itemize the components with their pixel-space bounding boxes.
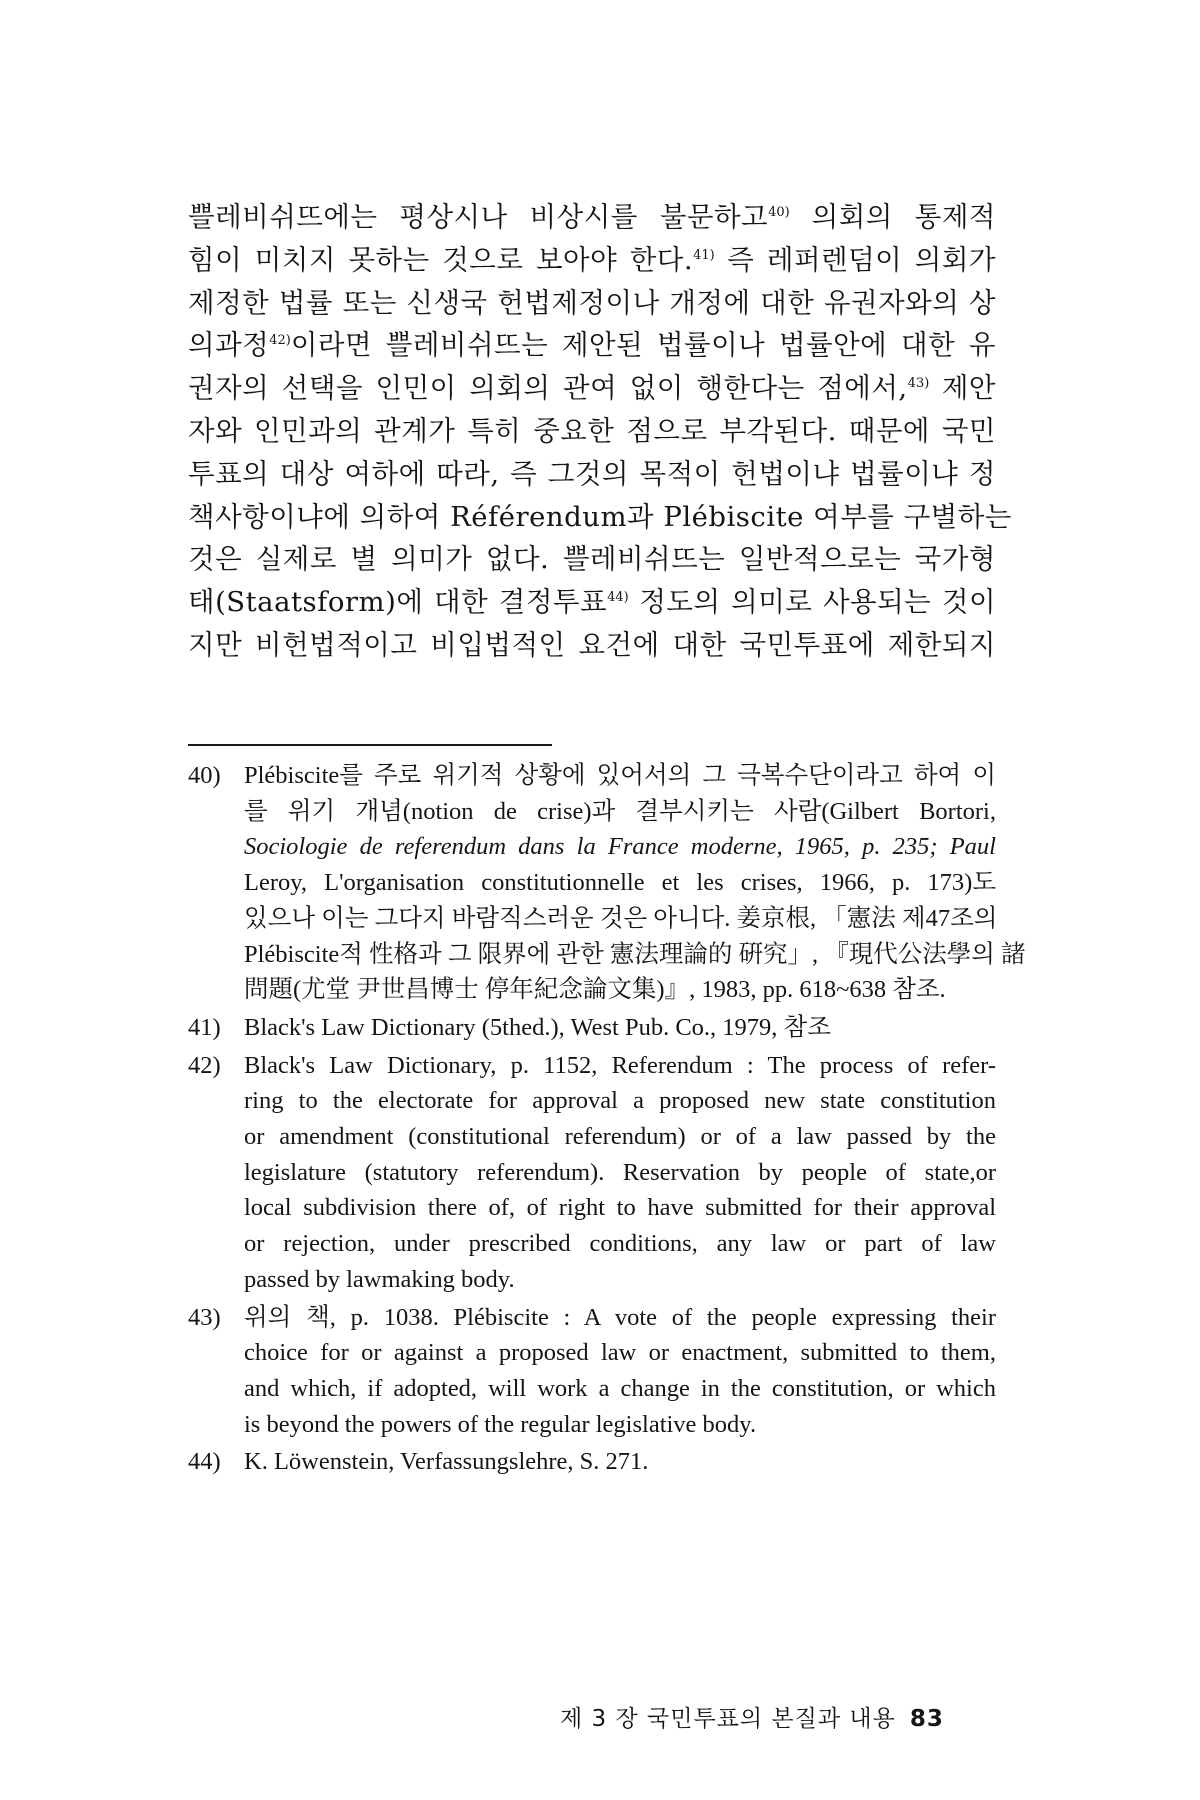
page-footer <box>560 1700 944 1733</box>
footnote-line: Black's Law Dictionary (5thed.), West Pub. Co., 1979, 참조 <box>244 1013 831 1041</box>
footnote-line: K. Löwenstein, Verfassungslehre, S. 271. <box>244 1448 649 1476</box>
footnote-line: Leroy, L'organisation constitutionnelle et les crises, 1966, p. 173)도 <box>244 869 996 897</box>
footnote-line: Plébiscite적 性格과 그 限界에 관한 憲法理論的 硏究」, 『現代公法學의 諸 <box>244 940 1026 968</box>
body-text-segment: 제안 <box>929 372 996 405</box>
footnote-44 <box>188 1444 996 1480</box>
body-text-segment: 힘이 미치지 못하는 것으로 보아야 한다. <box>188 243 694 276</box>
body-line-9 <box>188 538 996 581</box>
footnote-line: Sociologie de referendum dans la France moderne, 1965, p. 235; Paul <box>244 833 996 861</box>
footnote-line: passed by lawmaking body. <box>244 1265 515 1293</box>
footnote-number: 40) <box>188 762 221 789</box>
body-text-segment: 정도의 의미로 사용되는 것이 <box>628 586 997 619</box>
footnote-40 <box>188 758 1026 1008</box>
body-line-10 <box>188 581 996 624</box>
body-line-6 <box>188 410 996 453</box>
footnote-line: or amendment (constitutional referendum) or of a law passed by the <box>244 1123 996 1151</box>
footnotes <box>188 758 1026 1482</box>
body-text-segment: 쁠레비쉬뜨에는 평상시나 비상시를 불문하고 <box>188 201 769 233</box>
main-paragraph <box>188 196 1012 667</box>
footnote-line: Plébiscite를 주로 위기적 상황에 있어서의 그 극복수단이라고 하여 이 <box>244 762 996 789</box>
body-line-1 <box>188 196 996 239</box>
body-text-segment: 의과정 <box>188 329 270 362</box>
chapter-title: 제 3 장 국민투표의 본질과 내용 <box>560 1706 896 1732</box>
footnote-line: legislature (statutory referendum). Reservation by people of state,or <box>244 1158 996 1186</box>
footnote-ref-42: 42) <box>269 333 291 349</box>
body-line-7 <box>188 453 996 496</box>
footnote-line: local subdivision there of, of right to have submitted for their approval <box>244 1194 996 1222</box>
body-line-3 <box>188 282 996 325</box>
body-text-segment: 것은 실제로 별 의미가 없다. 쁠레비쉬뜨는 일반적으로는 국가형 <box>188 543 996 576</box>
body-text-segment: 태(Staatsform)에 대한 결정투표 <box>188 586 608 619</box>
body-text-segment: 투표의 대상 여하에 따라, 즉 그것의 목적이 헌법이냐 법률이냐 정 <box>188 457 996 490</box>
body-text-segment: 제정한 법률 또는 신생국 헌법제정이나 개정에 대한 유권자와의 상 <box>188 286 996 319</box>
body-line-11 <box>188 624 996 667</box>
body-line-4 <box>188 324 996 367</box>
body-text-segment: 자와 인민과의 관계가 특히 중요한 점으로 부각된다. 때문에 국민 <box>188 414 996 447</box>
footnote-line: 있으나 이는 그다지 바람직스러운 것은 아니다. 姜京根, 「憲法 제47조의 <box>244 904 998 932</box>
footnote-41 <box>188 1010 996 1046</box>
footnote-ref-40: 40) <box>768 204 790 220</box>
footnote-line: and which, if adopted, will work a change in the constitution, or which <box>244 1374 996 1402</box>
body-text-segment: 책사항이냐에 의하여 Référendum과 Plébiscite 여부를 구별하는 <box>188 500 1012 533</box>
footnote-line: Black's Law Dictionary, p. 1152, Referendum : The process of refer- <box>244 1051 996 1079</box>
footnote-line: ring to the electorate for approval a proposed new state constitution <box>244 1087 996 1115</box>
footnote-line: or rejection, under prescribed conditions, any law or part of law <box>244 1230 996 1258</box>
footnote-ref-44: 44) <box>607 590 629 606</box>
page-number: 83 <box>909 1706 944 1732</box>
footnote-number: 41) <box>188 1013 221 1041</box>
body-text-segment: 권자의 선택을 인민이 의회의 관여 없이 행한다는 점에서, <box>188 372 908 405</box>
footnote-42 <box>188 1048 996 1298</box>
footnote-ref-41: 41) <box>693 247 715 263</box>
footnote-number: 43) <box>188 1303 221 1331</box>
footnote-line: 위의 책, p. 1038. Plébiscite : A vote of the people expressing their <box>244 1303 996 1331</box>
footnote-line: is beyond the powers of the regular legislative body. <box>244 1410 757 1438</box>
body-text-segment: 의회의 통제적 <box>789 201 996 233</box>
footnote-line: 問題(尤堂 尹世昌博士 停年紀念論文集)』, 1983, pp. 618~638 참조. <box>244 976 946 1004</box>
footnote-line: 를 위기 개념(notion de crise)과 결부시키는 사람(Gilbert Bortori, <box>244 797 996 825</box>
footnote-number: 44) <box>188 1448 221 1476</box>
body-line-5 <box>188 367 996 410</box>
footnote-line: choice for or against a proposed law or enactment, submitted to them, <box>244 1339 996 1367</box>
body-line-2 <box>188 239 996 282</box>
body-text-segment: 즉 레퍼렌덤이 의회가 <box>714 243 996 276</box>
body-line-8 <box>188 496 1012 539</box>
footnote-number: 42) <box>188 1051 221 1079</box>
body-text-segment: 지만 비헌법적이고 비입법적인 요건에 대한 국민투표에 제한되지 <box>188 628 996 661</box>
body-text-segment: 이라면 쁠레비쉬뜨는 제안된 법률이나 법률안에 대한 유 <box>290 329 996 362</box>
footnote-ref-43: 43) <box>907 376 930 392</box>
footnote-43 <box>188 1300 996 1443</box>
footnote-divider <box>188 744 552 746</box>
